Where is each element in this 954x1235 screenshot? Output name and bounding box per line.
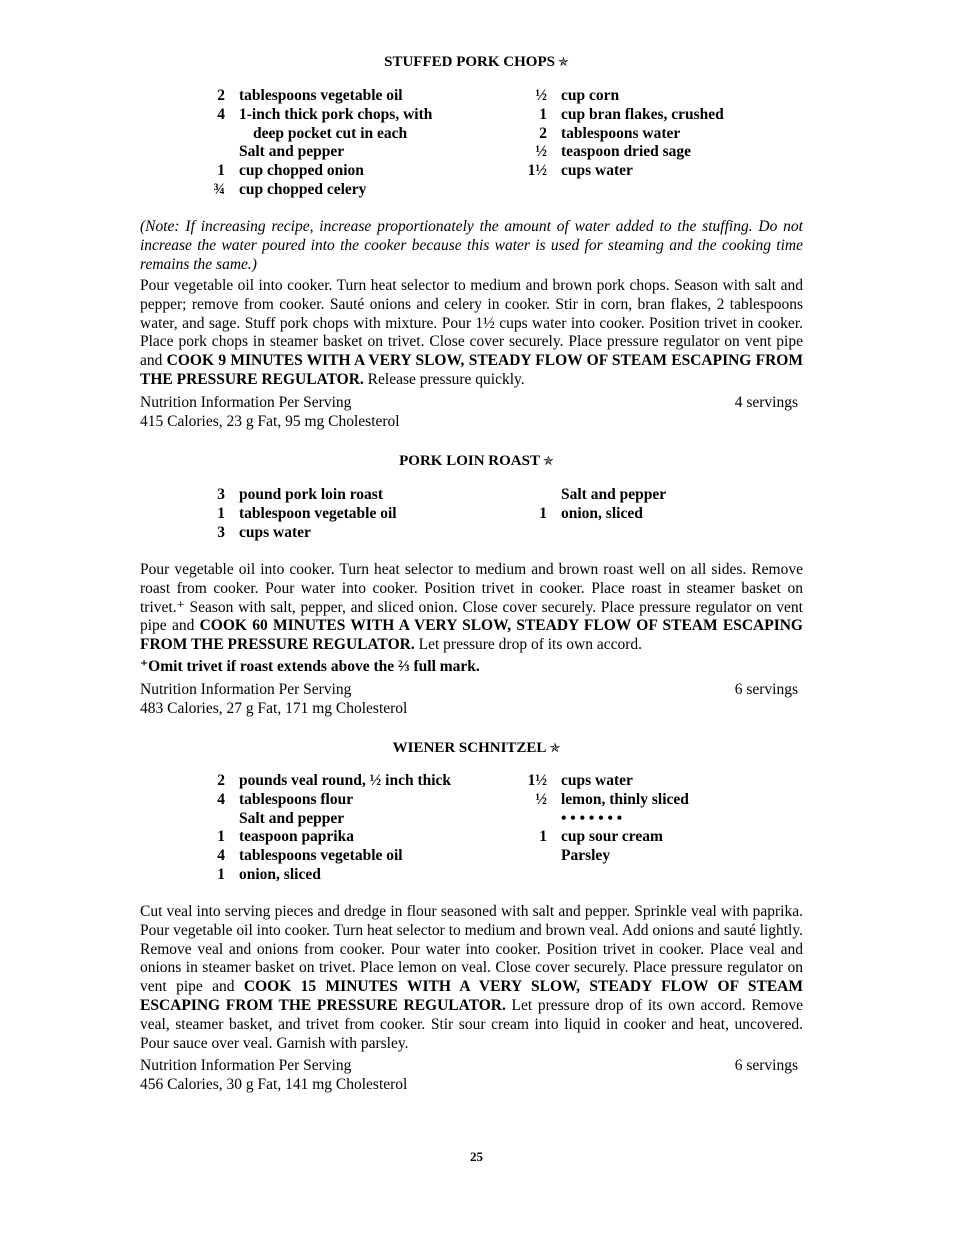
ingredient-row (469, 87, 724, 106)
ingredient-text: onion, sliced (561, 504, 643, 522)
ingredient-qty: 1 (539, 105, 547, 123)
ingredients-right-wiener-schnitzel (469, 772, 689, 866)
ingredient-text: tablespoons vegetable oil (239, 847, 403, 865)
ingredients-left-stuffed-pork-chops (140, 87, 432, 200)
ingredient-text: teaspoon dried sage (561, 143, 692, 161)
ingredient-row (140, 772, 451, 791)
ingredient-qty: ½ (535, 790, 547, 808)
servings-count: 4 servings (734, 394, 798, 411)
ingredient-row (469, 143, 724, 162)
ingredient-row (469, 772, 689, 791)
ingredient-text: lemon, thinly sliced (561, 790, 689, 808)
ingredient-row (140, 106, 432, 125)
recipe-title-wiener-schnitzel (140, 739, 813, 757)
ingredient-row (140, 828, 451, 847)
ingredient-qty: ¾ (213, 180, 225, 198)
recipe-directions (140, 277, 803, 390)
ingredients-left-wiener-schnitzel (140, 772, 451, 885)
star-icon: ✯ (549, 740, 561, 755)
nutrition-info (140, 680, 803, 718)
ingredient-row (469, 505, 666, 524)
ingredient-row (140, 791, 451, 810)
nutrition-label: Nutrition Information Per Serving (140, 681, 352, 698)
ingredient-text: cup sour cream (561, 828, 663, 846)
nutrition-values: 415 Calories, 23 g Fat, 95 mg Cholesterol (140, 413, 400, 430)
ingredient-text: Salt and pepper (561, 486, 667, 503)
ingredient-qty: 3 (217, 486, 225, 503)
ingredient-qty (469, 847, 547, 866)
ingredient-text: Salt and pepper (239, 809, 345, 827)
ingredient-qty (469, 486, 547, 505)
ingredient-qty: ½ (535, 87, 547, 104)
directions-text: Release pressure quickly. (363, 370, 525, 388)
nutrition-label: Nutrition Information Per Serving (140, 1057, 352, 1074)
ingredient-row (469, 106, 724, 125)
star-icon: ✯ (557, 54, 569, 69)
ingredient-qty: 4 (217, 105, 225, 123)
ingredient-text: cup chopped celery (239, 180, 367, 198)
recipe-title-text: PORK LOIN ROAST (399, 453, 540, 469)
ingredient-row (469, 125, 724, 144)
ingredient-row (140, 125, 432, 144)
ingredient-text: tablespoon vegetable oil (239, 504, 397, 522)
directions-text: Pour vegetable oil into cooker. Turn heat selector to medium and brown roast well on all sides. Remove roast from cooker. Pour water into cooker. Position trivet in cooker. Place roast in steamer basket on trivet.⁺ Season with salt, pepper, and sliced onion. Close cover securely. Place pressure regulator on vent pipe and (140, 561, 803, 635)
ingredient-row (140, 486, 397, 505)
ingredient-row (140, 524, 397, 543)
servings-count: 6 servings (734, 681, 798, 698)
nutrition-values: 483 Calories, 27 g Fat, 171 mg Cholesterol (140, 700, 408, 717)
page-number: 25 (470, 1149, 483, 1164)
ingredient-qty (469, 810, 547, 829)
ingredient-row (469, 847, 689, 866)
recipe-title-pork-loin-roast (140, 452, 813, 470)
recipe-title-text: STUFFED PORK CHOPS (384, 54, 555, 70)
ingredient-text: cup bran flakes, crushed (561, 105, 724, 123)
ingredient-qty: 1 (539, 828, 547, 846)
ingredient-qty: 3 (217, 523, 225, 541)
ingredient-text: cup chopped onion (239, 162, 364, 180)
ingredient-separator (469, 810, 689, 829)
ingredient-text: 1-inch thick pork chops, with (239, 105, 433, 123)
recipe-footnote: ⁺Omit trivet if roast extends above the ⅔ full mark. (140, 658, 480, 675)
ingredient-qty: 1½ (527, 772, 547, 789)
nutrition-values: 456 Calories, 30 g Fat, 141 mg Cholesterol (140, 1076, 408, 1093)
recipe-directions (140, 903, 803, 1053)
ingredient-text: cups water (561, 162, 633, 180)
ingredient-text: onion, sliced (239, 865, 321, 883)
ingredient-qty: 4 (217, 847, 225, 865)
nutrition-label: Nutrition Information Per Serving (140, 394, 352, 411)
ingredient-row (140, 162, 432, 181)
ingredients-left-pork-loin-roast (140, 486, 397, 542)
ingredient-row (140, 847, 451, 866)
star-icon: ✯ (542, 453, 554, 468)
ingredient-qty (140, 125, 225, 144)
ingredient-row (140, 810, 451, 829)
ingredient-qty: 4 (217, 790, 225, 808)
ingredient-qty: 1 (217, 865, 225, 883)
recipe-title-text: WIENER SCHNITZEL (392, 740, 547, 756)
ingredient-text: cup corn (561, 87, 620, 104)
ingredient-qty: 2 (539, 124, 547, 142)
ingredient-qty: 2 (217, 87, 225, 104)
ingredient-row (469, 486, 666, 505)
nutrition-info (140, 1056, 803, 1094)
ingredient-row (140, 866, 451, 885)
directions-text: Let pressure drop of its own accord. (414, 636, 643, 654)
ingredient-text: tablespoons vegetable oil (239, 87, 403, 104)
ingredient-qty: ½ (535, 143, 547, 161)
ingredient-qty: 1 (217, 504, 225, 522)
ingredient-row (140, 143, 432, 162)
ingredient-text: cups water (561, 772, 633, 789)
ingredient-qty: 1 (217, 828, 225, 846)
recipe-note: (Note: If increasing recipe, increase proportionately the amount of water added to the stuffing. Do not increase the water poured into the cooker because this water is used for steaming and the cooking time remains the same.) (140, 218, 803, 273)
ingredient-row (140, 87, 432, 106)
recipe-directions (140, 561, 803, 655)
ingredient-row (140, 505, 397, 524)
ingredient-qty: 1 (217, 162, 225, 180)
ingredients-right-pork-loin-roast (469, 486, 666, 524)
ingredient-text: pounds veal round, ½ inch thick (239, 772, 452, 789)
ingredient-qty (140, 143, 225, 162)
ingredient-text: cups water (239, 523, 311, 541)
ingredient-row (140, 181, 432, 200)
recipe-title-stuffed-pork-chops (140, 53, 813, 71)
ingredient-text: Parsley (561, 847, 611, 865)
directions-cook-instruction: COOK 9 MINUTES WITH A VERY SLOW, STEADY FLOW OF STEAM ESCAPING FROM THE PRESSURE REGULATOR. (140, 352, 803, 388)
ingredient-qty (140, 810, 225, 829)
servings-count: 6 servings (734, 1057, 798, 1074)
ingredient-text: deep pocket cut in each (253, 124, 408, 142)
ingredient-qty: 1½ (527, 162, 547, 180)
ingredient-text: tablespoons flour (239, 790, 354, 808)
ingredients-right-stuffed-pork-chops (469, 87, 724, 181)
nutrition-info (140, 393, 803, 431)
ingredient-qty: 1 (539, 504, 547, 522)
directions-cook-instruction: COOK 15 MINUTES WITH A VERY SLOW, STEADY FLOW OF STEAM ESCAPING FROM THE PRESSURE REGULATOR. (140, 978, 803, 1014)
ingredient-row (469, 791, 689, 810)
ingredient-text: tablespoons water (561, 124, 681, 142)
ingredient-text: pound pork loin roast (239, 486, 384, 503)
ingredient-row (469, 828, 689, 847)
ingredient-row (469, 162, 724, 181)
ingredient-text: Salt and pepper (239, 143, 345, 161)
directions-text: Cut veal into serving pieces and dredge in flour seasoned with salt and pepper. Sprinkle veal with paprika. Pour vegetable oil into cooker. Turn heat selector to medium and brown veal. Add onions and sauté lightly. Remove veal and onions from cooker. Pour water into cooker. Position trivet in cooker. Place veal and onions in steamer basket on trivet. Place lemon on veal. Close cover securely. Place pressure regulator on vent pipe and (140, 903, 803, 996)
directions-text: Let pressure drop of its own accord. Remove veal, steamer basket, and trivet from cooker. Stir sour cream into liquid in cooker and heat, uncovered. Pour sauce over veal. Garnish with parsley. (140, 996, 803, 1052)
directions-cook-instruction: COOK 60 MINUTES WITH A VERY SLOW, STEADY FLOW OF STEAM ESCAPING FROM THE PRESSURE REGULATOR. (140, 617, 803, 654)
ingredient-text: teaspoon paprika (239, 828, 354, 846)
ingredient-qty: 2 (217, 772, 225, 789)
directions-text: Pour vegetable oil into cooker. Turn heat selector to medium and brown pork chops. Season with salt and pepper; remove from cooker. Sauté onions and celery in cooker. Stir in corn, bran flakes, 2 tablespoons water, and sage. Stuff pork chops with mixture. Pour 1½ cups water into cooker. Position trivet in cooker. Place pork chops in steamer basket on trivet. Close cover securely. Place pressure regulator on vent pipe and (140, 277, 803, 370)
separator-dots: • • • • • • • (561, 809, 623, 827)
